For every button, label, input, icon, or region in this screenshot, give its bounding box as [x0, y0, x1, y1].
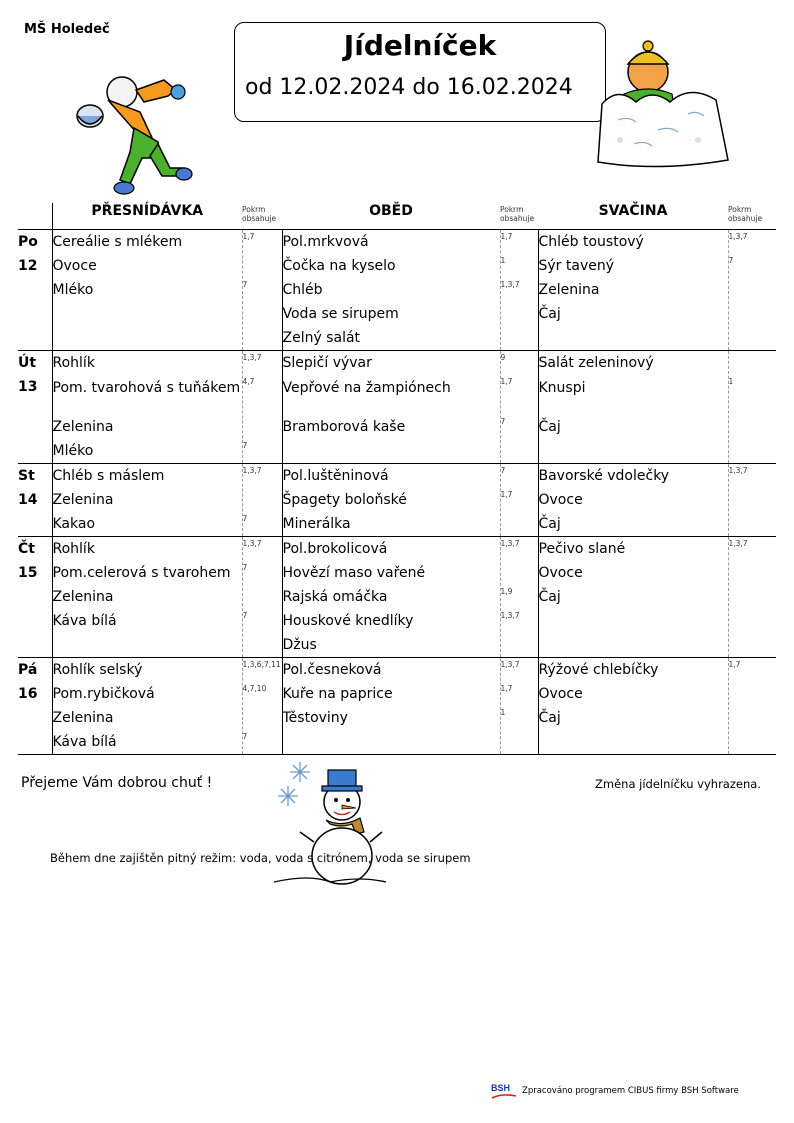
meal-item: Cereálie s mlékem	[52, 234, 183, 250]
day-row-po	[18, 230, 776, 351]
meal-item: Ovoce	[538, 686, 583, 702]
allergen-codes: 1,3,7	[500, 280, 520, 289]
snow-fort-illustration	[578, 40, 738, 170]
meal-item: Zelenina	[52, 419, 114, 435]
meal-item: Špagety boloňské	[282, 492, 407, 508]
meal-item: Pol.luštěninová	[282, 468, 389, 484]
meal-item: Rohlík	[52, 541, 95, 557]
meal-item: Pom. tvarohová s tuňákem	[52, 380, 241, 396]
allergen-codes: 7	[242, 611, 248, 620]
meal-item: Ovoce	[52, 258, 97, 274]
allergen-codes	[243, 706, 282, 730]
allergen-codes	[243, 415, 282, 439]
allergen-codes: 7	[242, 514, 248, 523]
page-title: Jídelníček	[343, 29, 497, 62]
meal-item: Čaj	[538, 419, 561, 435]
meal-item: Slepičí vývar	[282, 355, 372, 371]
allergen-codes	[501, 561, 538, 585]
day-row-ut	[18, 351, 776, 464]
meal-item: Zelenina	[52, 710, 114, 726]
allergen-codes: 1,3,7	[500, 539, 520, 548]
meal-item: Hovězí maso vařené	[282, 565, 426, 581]
footer-credit: Zpracováno programem CIBUS firmy BSH Software	[522, 1086, 739, 1096]
meal-item: Chléb s máslem	[52, 468, 165, 484]
allergen-codes: 4,7	[242, 377, 255, 386]
day-date: 15	[18, 565, 38, 581]
allergen-codes: 4,7,10	[242, 684, 267, 693]
meal-item: Houskové knedlíky	[282, 613, 414, 629]
menu-header-row	[18, 203, 776, 230]
meal-item: Káva bílá	[52, 613, 117, 629]
meal-item: Rohlík selský	[52, 662, 143, 678]
meal-item: Chléb	[282, 282, 323, 298]
meal-item: Rajská omáčka	[282, 589, 388, 605]
date-range: od 12.02.2024 do 16.02.2024	[245, 75, 573, 100]
meal-item: Salát zeleninový	[538, 355, 654, 371]
lunch-header: OBĚD	[282, 203, 500, 230]
meal-item: Bavorské vdolečky	[538, 468, 670, 484]
snack-header: SVAČINA	[538, 203, 728, 230]
meal-item: Džus	[282, 637, 317, 653]
breakfast-allergen-header: Pokrm obsahuje	[242, 203, 282, 230]
allergen-codes: 1,7	[242, 232, 255, 241]
meal-item: Těstoviny	[282, 710, 348, 726]
allergen-codes: 7	[242, 441, 248, 450]
allergen-codes: 1	[500, 708, 506, 717]
day-name: Po	[18, 234, 38, 250]
meal-item: Zelný salát	[282, 330, 361, 346]
allergen-codes: 1,3,7	[242, 539, 262, 548]
meal-item: Ovoce	[538, 492, 583, 508]
bsh-logo	[490, 1082, 520, 1102]
allergen-codes: 7	[242, 563, 248, 572]
day-date: 16	[18, 686, 38, 702]
meal-item: Zelenina	[52, 589, 114, 605]
meal-item: Bramborová kaše	[282, 419, 406, 435]
allergen-codes: 1,7	[500, 490, 513, 499]
meal-item: Rohlík	[52, 355, 95, 371]
meal-item: Pom.rybičková	[52, 686, 155, 702]
allergen-codes: 1,3,7	[728, 539, 748, 548]
meal-item: Minerálka	[282, 516, 351, 532]
day-row-ct	[18, 537, 776, 658]
snack-allergen-header: Pokrm obsahuje	[728, 203, 776, 230]
meal-item: Čaj	[538, 589, 561, 605]
day-name: St	[18, 468, 35, 484]
allergen-codes: 7	[242, 280, 248, 289]
meal-item: Vepřové na žampiónech	[282, 380, 451, 396]
day-row-pa	[18, 658, 776, 755]
meal-item: Knuspi	[538, 380, 586, 396]
allergen-codes	[243, 585, 282, 609]
allergen-codes: 1,7	[500, 684, 513, 693]
allergen-codes: 1,3,7	[242, 466, 262, 475]
allergen-codes: 1,3,7	[728, 466, 748, 475]
meal-item: Pol.brokolicová	[282, 541, 388, 557]
allergen-codes: 1,3,6,7,11	[242, 660, 281, 669]
meal-item: Ovoce	[538, 565, 583, 581]
logo-text: BSH	[491, 1083, 511, 1093]
snowball-child-illustration	[74, 72, 204, 197]
lunch-allergen-header: Pokrm obsahuje	[500, 203, 538, 230]
meal-item: Rýžové chlebíčky	[538, 662, 659, 678]
meal-item: Pečivo slané	[538, 541, 626, 557]
allergen-codes: 1,3,7	[728, 232, 748, 241]
meal-item: Mléko	[52, 282, 94, 298]
meal-item: Kuře na paprice	[282, 686, 393, 702]
day-name: Út	[18, 355, 37, 371]
drinking-regime-note: Během dne zajištěn pitný režim: voda, voda s citrónem, voda se sirupem	[50, 851, 471, 865]
meal-item: Chléb toustový	[538, 234, 644, 250]
breakfast-header: PŘESNÍDÁVKA	[52, 203, 242, 230]
meal-item: Voda se sirupem	[282, 306, 399, 322]
allergen-codes: 1,7	[500, 377, 513, 386]
allergen-codes: 1,9	[500, 587, 513, 596]
allergen-codes: 1,3,7	[242, 353, 262, 362]
meal-item: Čaj	[538, 306, 561, 322]
meal-item: Zelenina	[538, 282, 600, 298]
allergen-codes: 1,3,7	[500, 611, 520, 620]
allergen-codes: 9	[500, 353, 506, 362]
day-date: 14	[18, 492, 38, 508]
allergen-codes: 7	[242, 732, 248, 741]
menu-table	[18, 203, 776, 755]
day-date: 13	[18, 379, 38, 395]
allergen-codes: 7	[500, 417, 506, 426]
meal-item: Sýr tavený	[538, 258, 615, 274]
day-row-st	[18, 464, 776, 537]
allergen-codes: 1,7	[500, 232, 513, 241]
allergen-codes: 7	[728, 256, 734, 265]
meal-item: Pol.mrkvová	[282, 234, 369, 250]
meal-item: Čaj	[538, 710, 561, 726]
meal-item: Zelenina	[52, 492, 114, 508]
day-name: Pá	[18, 662, 38, 678]
title-box	[234, 22, 606, 122]
menu-change-note: Změna jídelníčku vyhrazena.	[595, 777, 761, 791]
allergen-codes: 1,3,7	[500, 660, 520, 669]
meal-item: Čočka na kyselo	[282, 258, 396, 274]
allergen-codes: 1	[500, 256, 506, 265]
day-date: 12	[18, 258, 38, 274]
allergen-codes	[243, 488, 282, 512]
meal-item: Káva bílá	[52, 734, 117, 750]
day-name: Čt	[18, 541, 35, 557]
allergen-codes	[729, 351, 777, 375]
snowman-illustration	[270, 762, 390, 887]
meal-item: Kakao	[52, 516, 96, 532]
meal-item: Pol.česneková	[282, 662, 382, 678]
meal-item: Pom.celerová s tvarohem	[52, 565, 231, 581]
allergen-codes	[243, 254, 282, 278]
allergen-codes: 7	[500, 466, 506, 475]
meal-item: Mléko	[52, 443, 94, 459]
allergen-codes: 1	[728, 377, 734, 386]
bon-appetit-note: Přejeme Vám dobrou chuť !	[21, 775, 213, 791]
allergen-codes: 1,7	[728, 660, 741, 669]
meal-item: Čaj	[538, 516, 561, 532]
school-name: MŠ Holedeč	[24, 22, 110, 37]
